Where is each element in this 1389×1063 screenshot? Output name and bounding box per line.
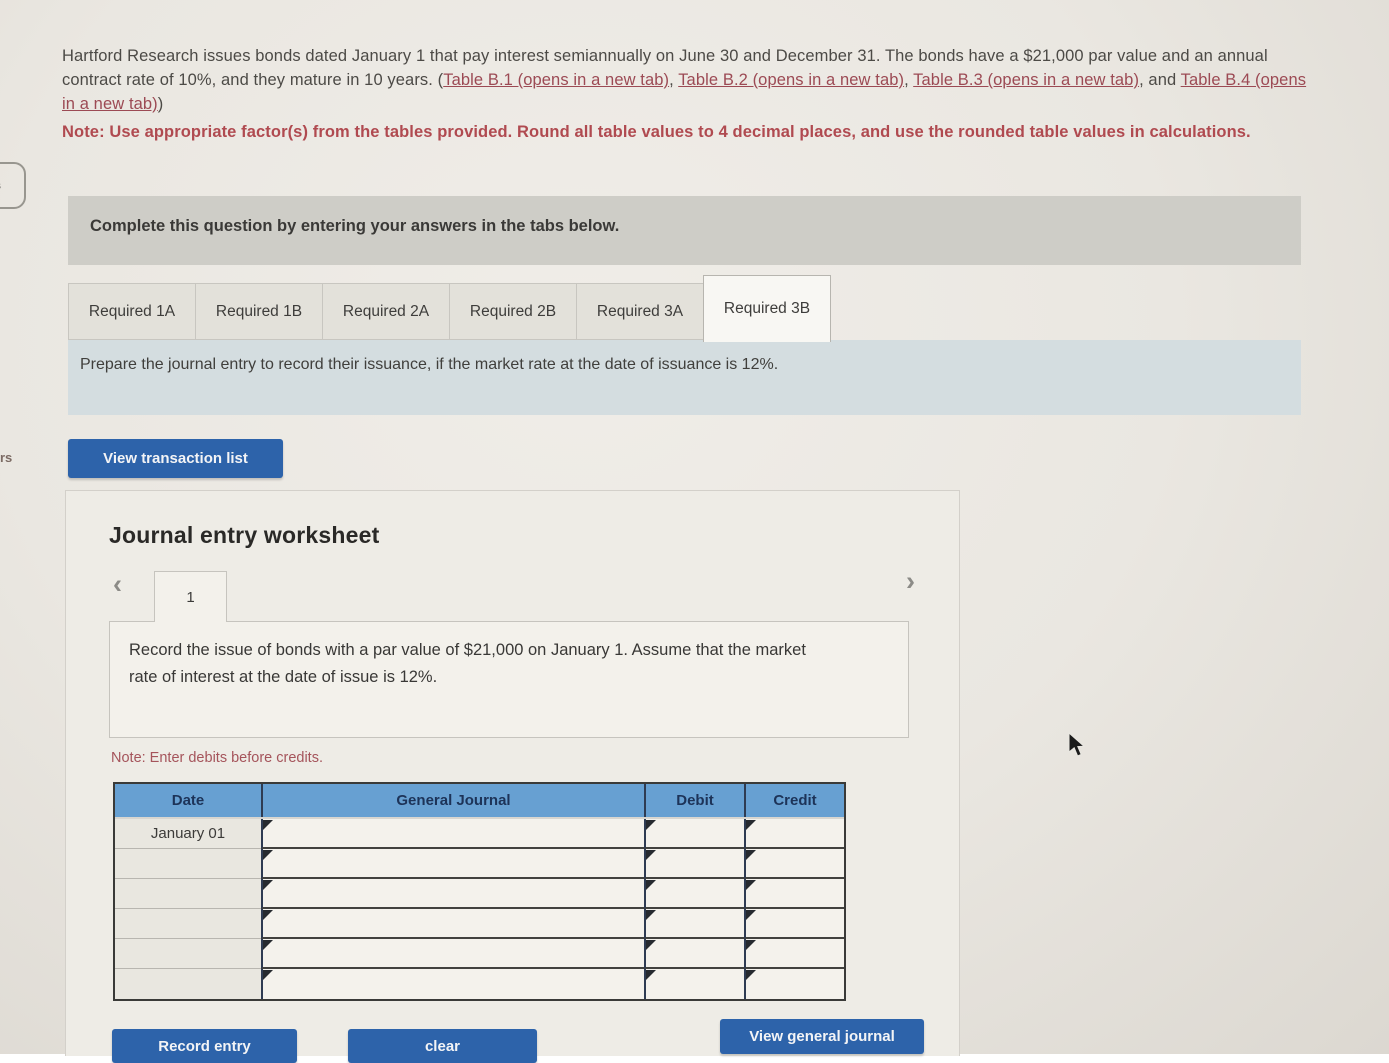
record-entry-button[interactable]: Record entry	[112, 1029, 297, 1063]
debit-cell[interactable]	[644, 939, 744, 969]
transaction-description-box	[109, 621, 909, 738]
credit-cell[interactable]	[744, 909, 844, 939]
rounding-note: Note: Use appropriate factor(s) from the tables provided. Round all table values to 4 decimal places, and use the rounded table values in calculations.	[62, 123, 1251, 141]
credit-cell[interactable]	[744, 879, 844, 909]
account-cell[interactable]	[261, 939, 644, 969]
debit-cell[interactable]	[644, 849, 744, 879]
tab-required-3a[interactable]	[576, 283, 704, 340]
transaction-description: Record the issue of bonds with a par value of $21,000 on January 1. Assume that the market rate of interest at the date of issue is 12%.	[129, 641, 806, 686]
tab-label: Required 2B	[469, 302, 557, 320]
intro-separator: ,	[904, 71, 914, 89]
date-cell: January 01	[115, 819, 261, 849]
view-transaction-list-button[interactable]: View transaction list	[68, 439, 283, 478]
debits-before-credits-note: Note: Enter debits before credits.	[111, 750, 323, 766]
question-intro	[62, 44, 1320, 144]
credit-cell[interactable]	[744, 969, 844, 999]
date-cell	[115, 969, 261, 999]
journal-row	[115, 969, 844, 999]
instruction-band-text: Complete this question by entering your answers in the tabs below.	[90, 217, 620, 235]
debit-cell[interactable]	[644, 969, 744, 999]
journal-row	[115, 939, 844, 969]
tab-required-2a[interactable]	[322, 283, 450, 340]
task-prompt-panel	[68, 340, 1301, 415]
credit-cell[interactable]	[744, 939, 844, 969]
worksheet-page-tab-1[interactable]	[154, 571, 227, 622]
debit-cell[interactable]	[644, 909, 744, 939]
intro-close-paren: )	[157, 95, 164, 113]
mouse-cursor-icon	[1068, 733, 1088, 764]
journal-row	[115, 879, 844, 909]
tab-label: Required 1B	[215, 302, 303, 320]
page-number: 1	[186, 588, 195, 606]
account-cell[interactable]	[261, 879, 644, 909]
date-cell	[115, 849, 261, 879]
journal-entry-worksheet-card	[65, 490, 960, 1056]
worksheet-title: Journal entry worksheet	[109, 522, 380, 548]
account-cell[interactable]	[261, 909, 644, 939]
cropped-edge-text: rs	[0, 450, 13, 465]
tab-required-1a[interactable]	[68, 283, 196, 340]
instruction-band	[68, 196, 1301, 265]
header-date: Date	[171, 792, 205, 809]
debit-cell[interactable]	[644, 879, 744, 909]
tab-required-1b[interactable]	[195, 283, 323, 340]
task-prompt-text: Prepare the journal entry to record their issuance, if the market rate at the date of issuance is 12%.	[80, 356, 779, 373]
header-credit: Credit	[744, 784, 844, 817]
date-cell	[115, 939, 261, 969]
account-cell[interactable]	[261, 819, 644, 849]
chevron-right-icon[interactable]: ›	[906, 566, 915, 596]
intro-separator: , and	[1139, 71, 1181, 89]
tab-label: Required 3A	[596, 302, 684, 320]
tab-required-2b[interactable]	[449, 283, 577, 340]
account-cell[interactable]	[261, 969, 644, 999]
journal-table-header	[115, 784, 844, 819]
header-debit: Debit	[644, 784, 744, 817]
intro-text: Hartford Research issues bonds dated January 1 that pay interest semiannually on June 30 and December 31. The bonds have a $21,000 par value and an annual contract rate of 10%, and they mature in 10 years. (	[62, 47, 1268, 89]
date-cell	[115, 879, 261, 909]
tab-label: Required 1A	[88, 302, 176, 320]
credit-cell[interactable]	[744, 819, 844, 849]
pill-fragment-text	[0, 180, 1, 192]
view-general-journal-button[interactable]: View general journal	[720, 1019, 924, 1054]
table-b1-link[interactable]: Table B.1 (opens in a new tab)	[443, 71, 670, 89]
debit-cell[interactable]	[644, 819, 744, 849]
date-cell	[115, 909, 261, 939]
table-b3-link[interactable]: Table B.3 (opens in a new tab)	[913, 71, 1140, 89]
header-general-journal: General Journal	[261, 784, 644, 817]
journal-table	[113, 782, 846, 1001]
tab-required-3b[interactable]	[703, 275, 831, 342]
clear-button[interactable]: clear	[348, 1029, 537, 1063]
intro-separator: ,	[669, 71, 679, 89]
table-b4-link[interactable]: Table B.4 (opens in a new tab)	[62, 71, 1307, 113]
cropped-reference-pill	[0, 162, 26, 209]
journal-row	[115, 849, 844, 879]
credit-cell[interactable]	[744, 849, 844, 879]
tab-label: Required 2A	[342, 302, 430, 320]
journal-row	[115, 819, 844, 849]
journal-row	[115, 909, 844, 939]
account-cell[interactable]	[261, 849, 644, 879]
table-b2-link[interactable]: Table B.2 (opens in a new tab)	[678, 71, 905, 89]
tab-label: Required 3B	[723, 300, 811, 317]
chevron-left-icon[interactable]: ‹	[113, 569, 122, 599]
